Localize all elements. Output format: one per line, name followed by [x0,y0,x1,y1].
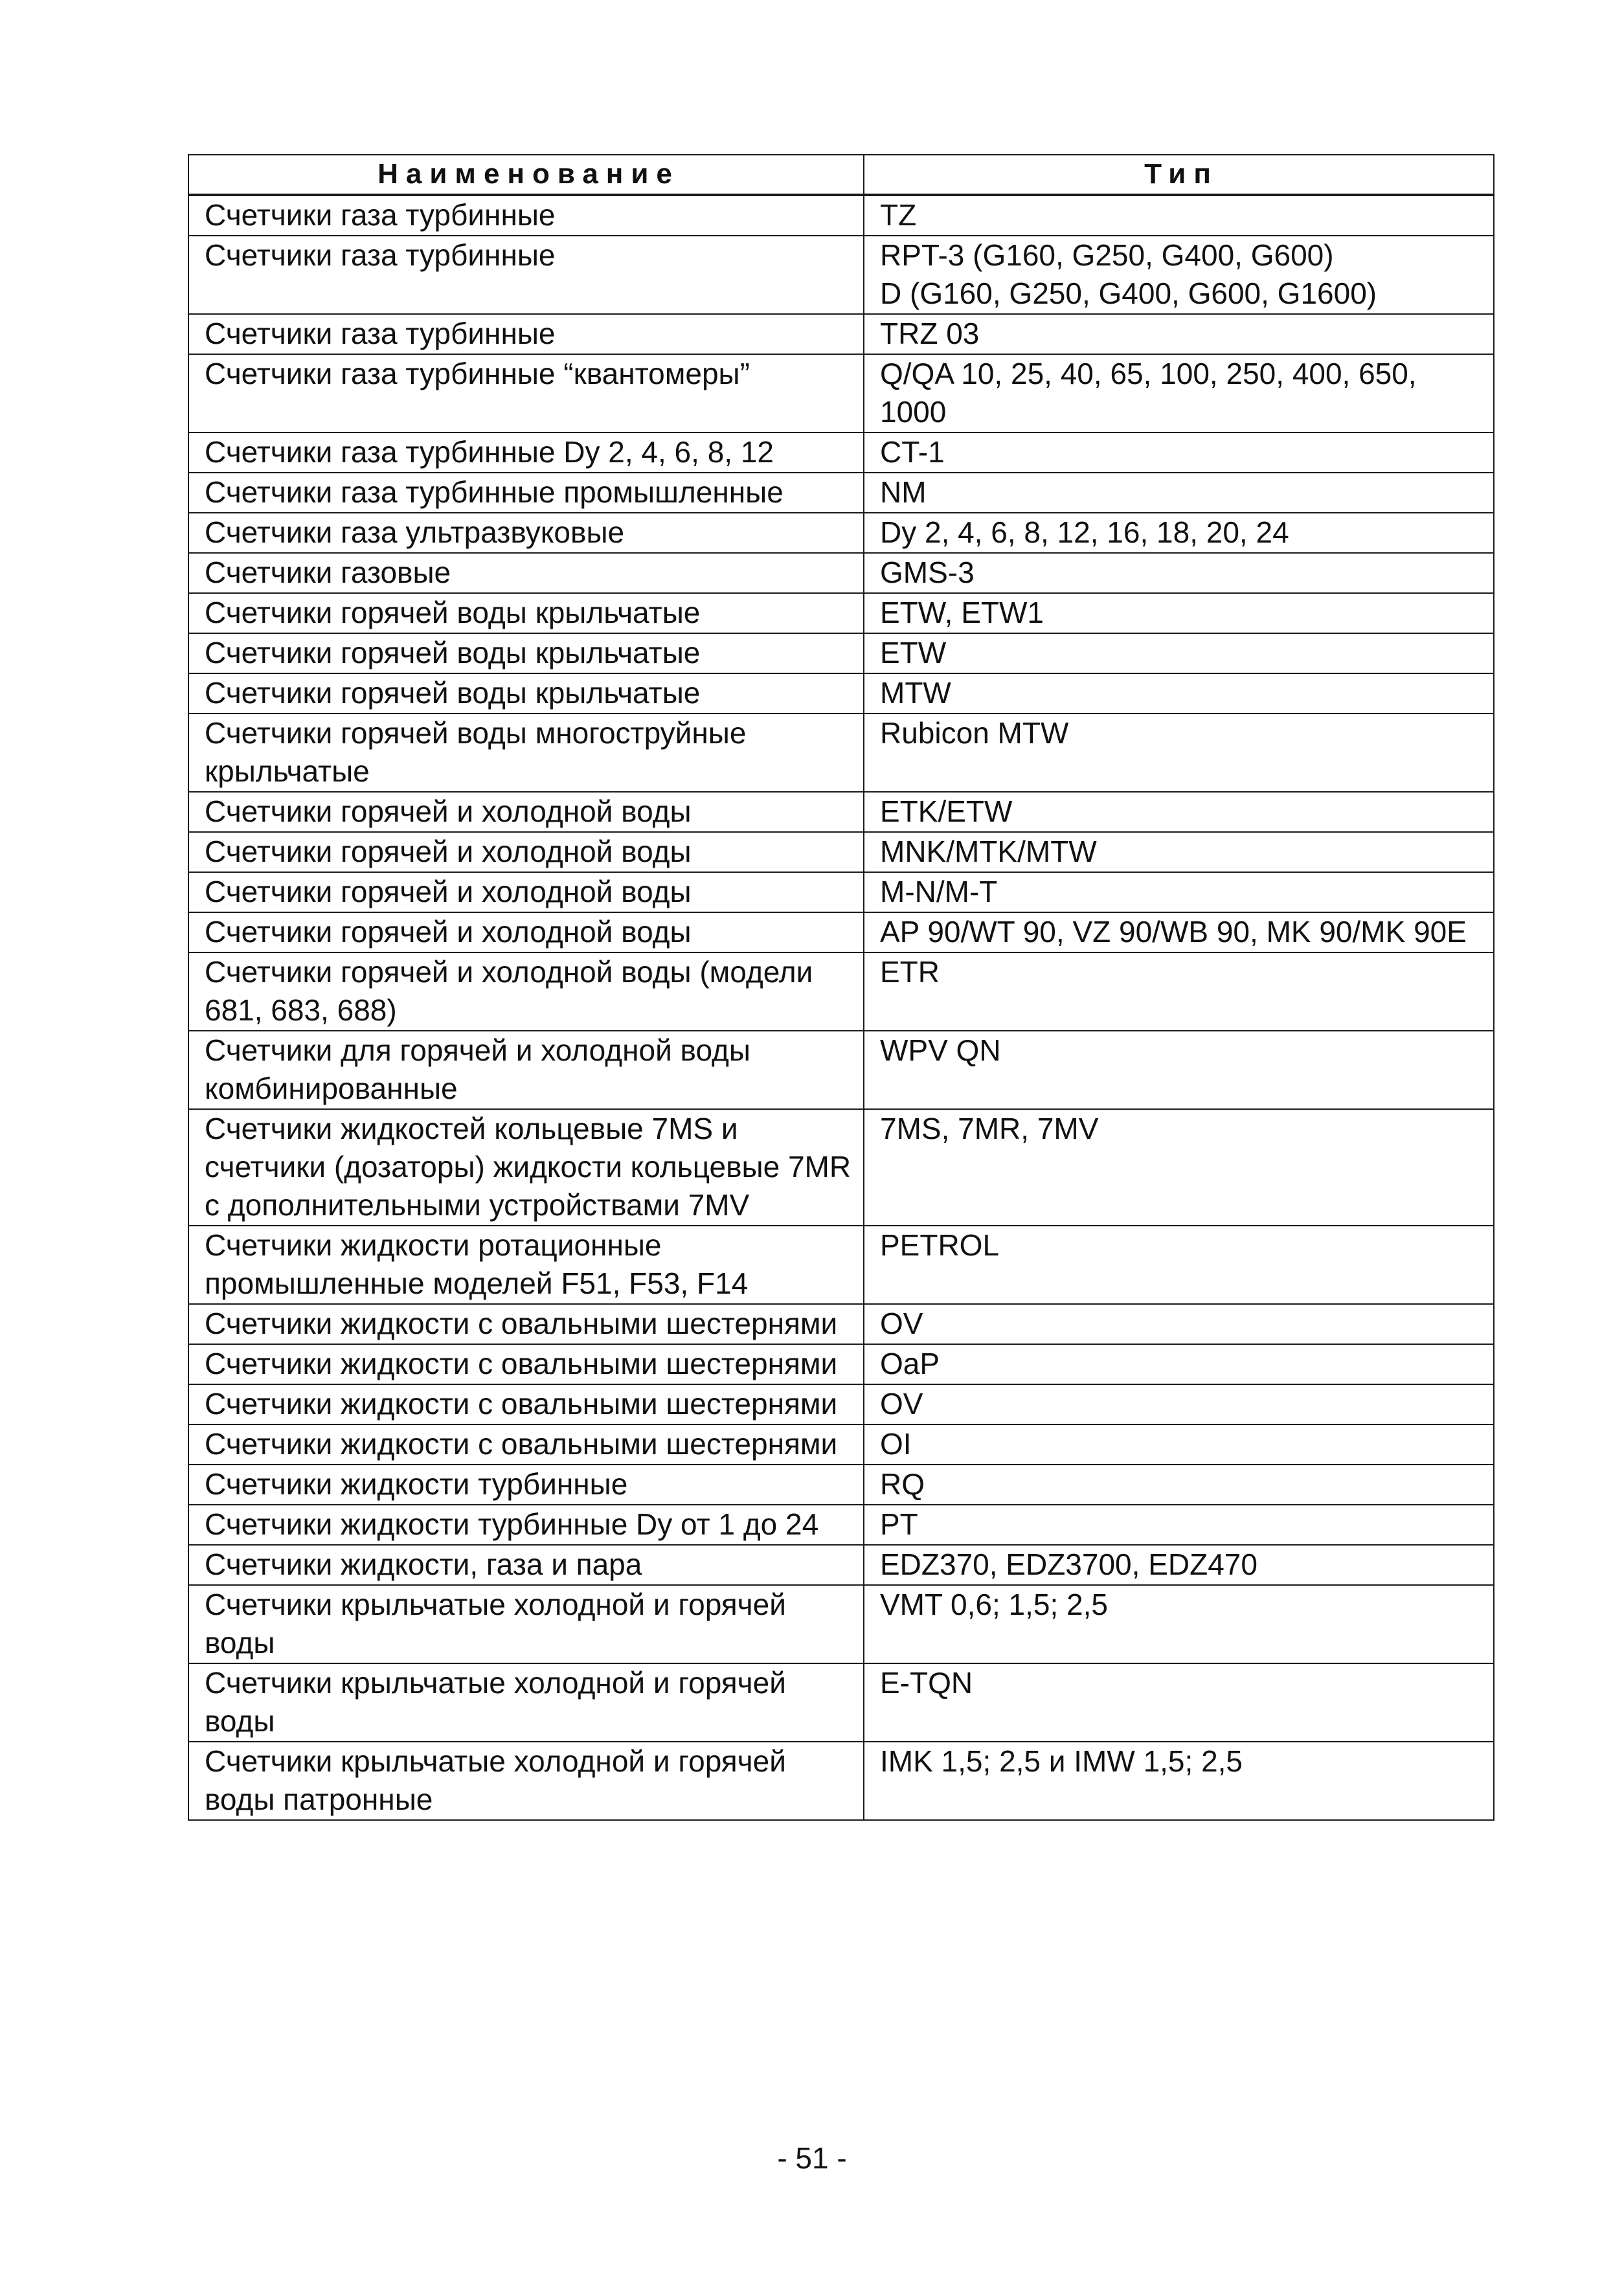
cell-type: OV [864,1304,1494,1344]
instruments-table [188,154,1494,1821]
cell-type: ETW, ETW1 [864,593,1494,633]
cell-type: ETR [864,952,1494,1031]
table-row [188,1663,1494,1742]
table-row [188,872,1494,912]
table-row [188,354,1494,433]
cell-type: IMK 1,5; 2,5 и IMW 1,5; 2,5 [864,1742,1494,1820]
cell-name: Счетчики жидкости с овальными шестернями [188,1304,864,1344]
cell-name: Счетчики крыльчатые холодной и горячей воды патронные [188,1742,864,1820]
cell-name: Счетчики жидкости с овальными шестернями [188,1384,864,1424]
cell-type: MTW [864,673,1494,714]
table-row [188,714,1494,792]
table-row [188,832,1494,872]
cell-name: Счетчики жидкости, газа и пара [188,1545,864,1585]
cell-name: Счетчики горячей воды многоструйные крыльчатые [188,714,864,792]
cell-name: Счетчики газа ультразвуковые [188,513,864,553]
table-row [188,1344,1494,1384]
table-row [188,1304,1494,1344]
cell-name: Счетчики горячей и холодной воды [188,792,864,832]
cell-type: RQ [864,1465,1494,1505]
cell-name: Счетчики жидкости турбинные Dу от 1 до 24 [188,1505,864,1545]
table-row [188,1031,1494,1109]
table-row [188,1505,1494,1545]
column-header-type: Тип [864,155,1494,195]
cell-type: VMT 0,6; 1,5; 2,5 [864,1585,1494,1663]
cell-name: Счетчики газа турбинные Dу 2, 4, 6, 8, 12 [188,433,864,473]
cell-name: Счетчики горячей воды крыльчатые [188,673,864,714]
table-row [188,1424,1494,1465]
cell-type: E-TQN [864,1663,1494,1742]
cell-type: OI [864,1424,1494,1465]
table-header-row [188,155,1494,195]
cell-name: Счетчики жидкостей кольцевые 7MS и счетчики (дозаторы) жидкости кольцевые 7MR с дополнительными устройствами 7MV [188,1109,864,1226]
cell-type: NM [864,473,1494,513]
table-row [188,314,1494,354]
cell-type: OV [864,1384,1494,1424]
cell-name: Счетчики горячей и холодной воды [188,832,864,872]
table-row [188,513,1494,553]
cell-name: Счетчики жидкости с овальными шестернями [188,1424,864,1465]
table-row [188,433,1494,473]
cell-type: Q/QA 10, 25, 40, 65, 100, 250, 400, 650, 1000 [864,354,1494,433]
table-row [188,1384,1494,1424]
cell-type: ETW [864,633,1494,673]
table-row [188,912,1494,952]
cell-type: EDZ370, EDZ3700, EDZ470 [864,1545,1494,1585]
cell-name: Счетчики для горячей и холодной воды комбинированные [188,1031,864,1109]
cell-type: M-N/M-T [864,872,1494,912]
cell-name: Счетчики жидкости ротационные промышленные моделей F51, F53, F14 [188,1226,864,1304]
table-row [188,1585,1494,1663]
table-row [188,1109,1494,1226]
table-row [188,1465,1494,1505]
cell-name: Счетчики газа турбинные [188,195,864,236]
cell-type: GMS-3 [864,553,1494,593]
column-header-name: Наименование [188,155,864,195]
cell-type: CT-1 [864,433,1494,473]
cell-type: ETK/ETW [864,792,1494,832]
table-row [188,952,1494,1031]
cell-type: 7MS, 7MR, 7MV [864,1109,1494,1226]
cell-name: Счетчики жидкости турбинные [188,1465,864,1505]
table-body [188,195,1494,1820]
cell-name: Счетчики горячей и холодной воды [188,872,864,912]
cell-name: Счетчики горячей воды крыльчатые [188,593,864,633]
table-row [188,792,1494,832]
cell-name: Счетчики горячей и холодной воды [188,912,864,952]
cell-name: Счетчики крыльчатые холодной и горячей воды [188,1663,864,1742]
cell-name: Счетчики газовые [188,553,864,593]
page-number: - 51 - [777,2141,847,2175]
cell-type: TRZ 03 [864,314,1494,354]
table-row [188,673,1494,714]
cell-type: RPT-3 (G160, G250, G400, G600) D (G160, G250, G400, G600, G1600) [864,236,1494,314]
cell-name: Счетчики горячей воды крыльчатые [188,633,864,673]
cell-name: Счетчики горячей и холодной воды (модели 681, 683, 688) [188,952,864,1031]
table-row [188,1742,1494,1820]
cell-type: Rubicon MTW [864,714,1494,792]
cell-type: PT [864,1505,1494,1545]
cell-name: Счетчики газа турбинные промышленные [188,473,864,513]
table-row [188,553,1494,593]
cell-name: Счетчики газа турбинные [188,314,864,354]
table-row [188,633,1494,673]
cell-name: Счетчики газа турбинные [188,236,864,314]
table-row [188,473,1494,513]
cell-name: Счетчики жидкости с овальными шестернями [188,1344,864,1384]
cell-type: AP 90/WT 90, VZ 90/WB 90, MK 90/MK 90E [864,912,1494,952]
cell-type: PETROL [864,1226,1494,1304]
cell-type: OaP [864,1344,1494,1384]
table-row [188,195,1494,236]
cell-name: Счетчики газа турбинные “квантомеры” [188,354,864,433]
cell-type: Dу 2, 4, 6, 8, 12, 16, 18, 20, 24 [864,513,1494,553]
table-row [188,1545,1494,1585]
table-row [188,236,1494,314]
cell-type: TZ [864,195,1494,236]
table-row [188,1226,1494,1304]
cell-type: MNK/MTK/MTW [864,832,1494,872]
cell-type: WPV QN [864,1031,1494,1109]
table-row [188,593,1494,633]
cell-name: Счетчики крыльчатые холодной и горячей воды [188,1585,864,1663]
